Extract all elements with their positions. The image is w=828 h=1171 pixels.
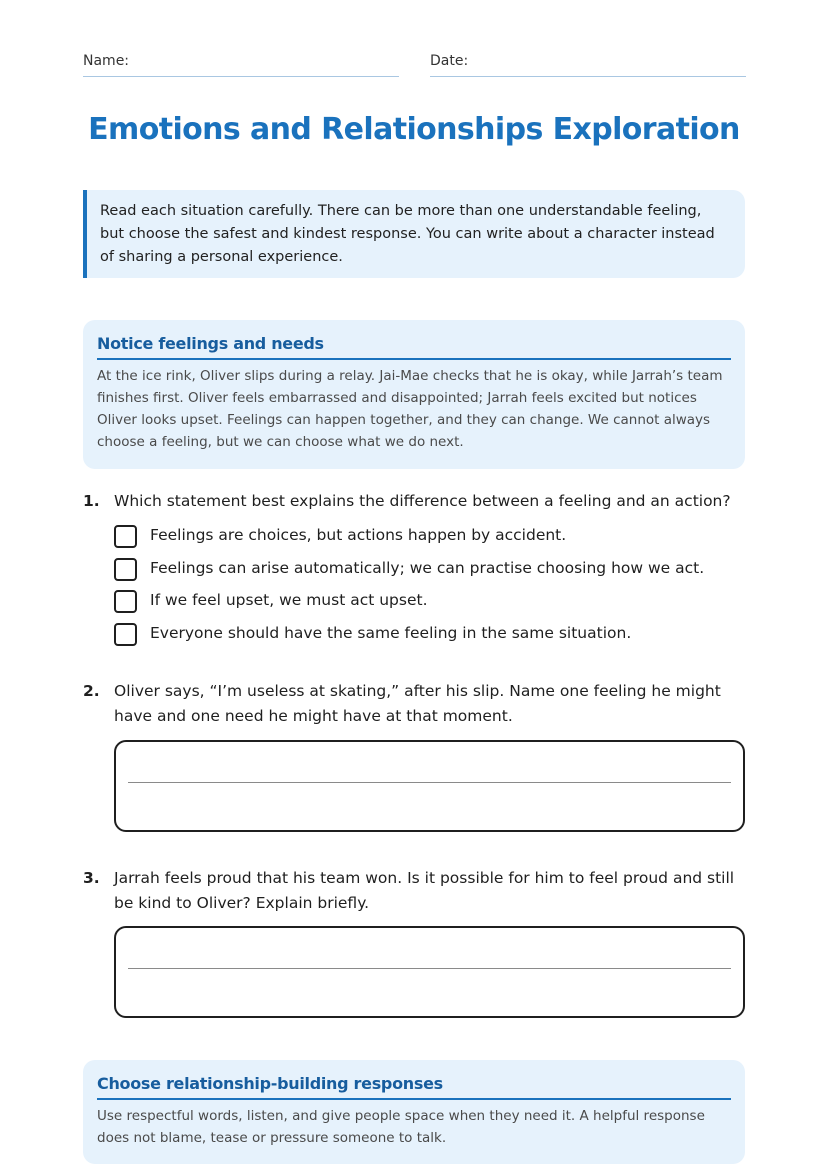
writing-line	[128, 782, 731, 783]
page-title: Emotions and Relationships Exploration	[88, 112, 740, 147]
option-label: If we feel upset, we must act upset.	[150, 591, 428, 610]
question-number: 2.	[83, 682, 100, 700]
answer-box-question-3[interactable]	[114, 926, 745, 1018]
option-label: Everyone should have the same feeling in the same situation.	[150, 623, 632, 642]
checkbox[interactable]	[114, 558, 137, 581]
question-1-options	[114, 522, 754, 652]
option-label: Feelings can arise automatically; we can practise choosing how we act.	[150, 558, 705, 577]
option-item[interactable]	[114, 620, 754, 653]
question-text: Which statement best explains the difference between a feeling and an action?	[114, 492, 731, 510]
section-heading: Notice feelings and needs	[97, 334, 731, 360]
option-item[interactable]	[114, 522, 754, 555]
section-heading: Choose relationship-building responses	[97, 1074, 731, 1100]
section-notice-feelings	[83, 320, 745, 469]
date-field[interactable]	[430, 52, 746, 77]
writing-line	[128, 968, 731, 969]
checkbox[interactable]	[114, 623, 137, 646]
section-relationship-responses	[83, 1060, 745, 1164]
question-text: Jarrah feels proud that his team won. Is it possible for him to feel proud and still be kind to Oliver? Explain briefly.	[114, 869, 735, 912]
section-body: Use respectful words, listen, and give people space when they need it. A helpful response does not blame, tease or pressure someone to talk.	[97, 1108, 705, 1146]
question-text: Oliver says, “I’m useless at skating,” after his slip. Name one feeling he might have and one need he might have at that moment.	[114, 682, 721, 725]
name-field[interactable]	[83, 52, 399, 77]
date-label: Date:	[430, 53, 469, 69]
question-number: 3.	[83, 869, 100, 887]
answer-box-question-2[interactable]	[114, 740, 745, 832]
option-item[interactable]	[114, 587, 754, 620]
name-label: Name:	[83, 53, 130, 69]
checkbox[interactable]	[114, 590, 137, 613]
header-fields	[83, 52, 746, 78]
checkbox[interactable]	[114, 525, 137, 548]
option-label: Feelings are choices, but actions happen by accident.	[150, 526, 567, 544]
option-item[interactable]	[114, 555, 754, 588]
instructions-callout: Read each situation carefully. There can be more than one understandable feeling, but choose the safest and kindest response. You can write about a character instead of sharing a personal experience.	[83, 190, 745, 278]
question-number: 1.	[83, 492, 100, 510]
section-body: At the ice rink, Oliver slips during a relay. Jai-Mae checks that he is okay, while Jarrah’s team finishes first. Oliver feels embarrassed and disappointed; Jarrah feels excited but notices Oliver looks upset. Feelings can happen together, and they can change. We cannot always choose a feeling, but we can choose what we do next.	[97, 368, 723, 450]
